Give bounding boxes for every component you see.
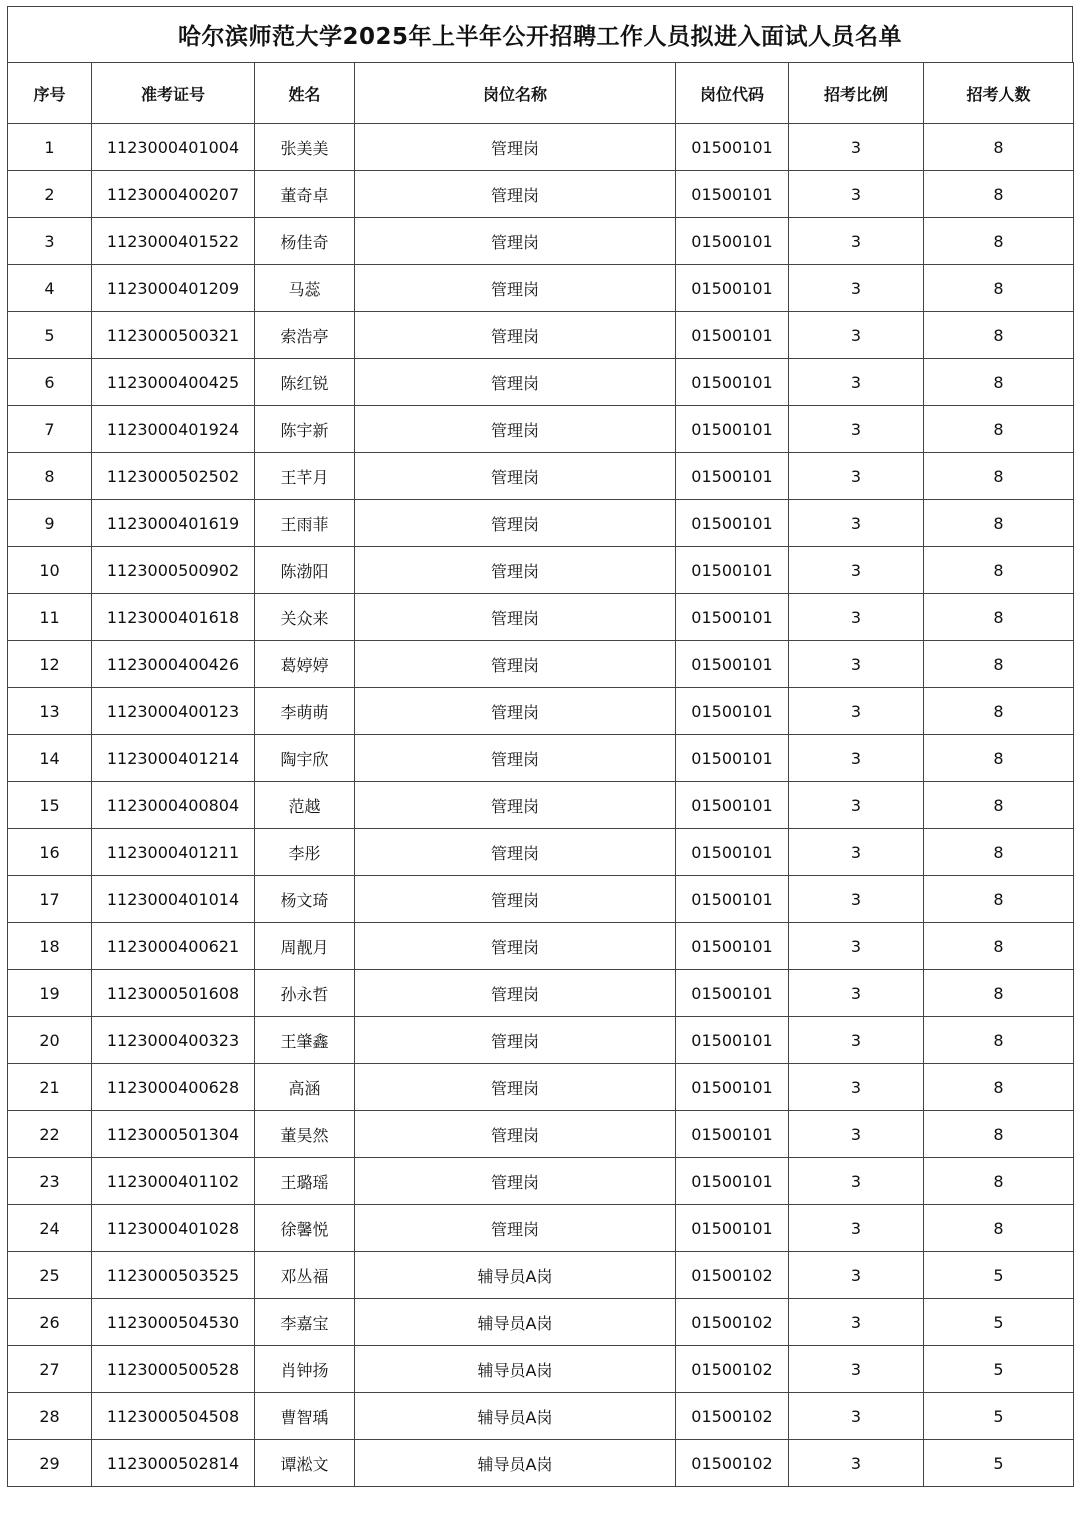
cell-name: 谭淞文: [255, 1440, 355, 1487]
cell-position-code: 01500102: [676, 1393, 789, 1440]
cell-ticket-number: 1123000502502: [92, 453, 255, 500]
cell-name: 徐馨悦: [255, 1205, 355, 1252]
cell-position-name: 管理岗: [355, 406, 676, 453]
cell-index: 26: [8, 1299, 92, 1346]
cell-name: 杨佳奇: [255, 218, 355, 265]
table-row: [8, 1299, 1074, 1346]
cell-ticket-number: 1123000401619: [92, 500, 255, 547]
cell-name: 杨文琦: [255, 876, 355, 923]
cell-name: 孙永哲: [255, 970, 355, 1017]
column-header: 岗位名称: [355, 63, 676, 124]
cell-quota: 8: [924, 124, 1074, 171]
cell-ratio: 3: [789, 124, 924, 171]
table-row: [8, 782, 1074, 829]
cell-position-name: 辅导员A岗: [355, 1346, 676, 1393]
cell-position-code: 01500101: [676, 1111, 789, 1158]
cell-ratio: 3: [789, 265, 924, 312]
cell-quota: 8: [924, 1064, 1074, 1111]
cell-name: 葛婷婷: [255, 641, 355, 688]
cell-name: 范越: [255, 782, 355, 829]
cell-index: 19: [8, 970, 92, 1017]
cell-ticket-number: 1123000400426: [92, 641, 255, 688]
cell-position-name: 管理岗: [355, 1017, 676, 1064]
cell-position-code: 01500101: [676, 359, 789, 406]
cell-position-name: 管理岗: [355, 688, 676, 735]
cell-position-name: 辅导员A岗: [355, 1299, 676, 1346]
cell-quota: 8: [924, 735, 1074, 782]
cell-ratio: 3: [789, 1346, 924, 1393]
table-row: [8, 1064, 1074, 1111]
cell-ratio: 3: [789, 547, 924, 594]
cell-position-name: 管理岗: [355, 923, 676, 970]
cell-index: 27: [8, 1346, 92, 1393]
cell-index: 21: [8, 1064, 92, 1111]
cell-index: 18: [8, 923, 92, 970]
cell-position-name: 管理岗: [355, 312, 676, 359]
cell-quota: 8: [924, 218, 1074, 265]
cell-position-code: 01500101: [676, 970, 789, 1017]
cell-name: 李彤: [255, 829, 355, 876]
cell-position-name: 管理岗: [355, 453, 676, 500]
cell-position-name: 辅导员A岗: [355, 1393, 676, 1440]
cell-index: 9: [8, 500, 92, 547]
cell-ratio: 3: [789, 1393, 924, 1440]
cell-ticket-number: 1123000401102: [92, 1158, 255, 1205]
cell-quota: 8: [924, 876, 1074, 923]
cell-position-code: 01500101: [676, 829, 789, 876]
cell-index: 14: [8, 735, 92, 782]
table-row: [8, 1393, 1074, 1440]
cell-ratio: 3: [789, 1111, 924, 1158]
table-row: [8, 218, 1074, 265]
cell-position-code: 01500101: [676, 735, 789, 782]
cell-position-code: 01500102: [676, 1346, 789, 1393]
cell-ticket-number: 1123000500902: [92, 547, 255, 594]
table-row: [8, 970, 1074, 1017]
cell-position-code: 01500101: [676, 312, 789, 359]
column-header: 招考人数: [924, 63, 1074, 124]
candidate-table: [7, 62, 1074, 1487]
table-row: [8, 1252, 1074, 1299]
cell-index: 5: [8, 312, 92, 359]
cell-index: 20: [8, 1017, 92, 1064]
cell-position-name: 管理岗: [355, 829, 676, 876]
cell-quota: 8: [924, 688, 1074, 735]
cell-ratio: 3: [789, 1205, 924, 1252]
cell-ticket-number: 1123000401924: [92, 406, 255, 453]
cell-ratio: 3: [789, 1158, 924, 1205]
cell-position-code: 01500101: [676, 876, 789, 923]
table-row: [8, 547, 1074, 594]
cell-name: 王璐瑶: [255, 1158, 355, 1205]
cell-index: 11: [8, 594, 92, 641]
cell-index: 4: [8, 265, 92, 312]
cell-ticket-number: 1123000400804: [92, 782, 255, 829]
cell-position-code: 01500101: [676, 1064, 789, 1111]
cell-name: 王雨菲: [255, 500, 355, 547]
cell-ticket-number: 1123000504530: [92, 1299, 255, 1346]
cell-position-code: 01500101: [676, 1205, 789, 1252]
cell-ticket-number: 1123000501608: [92, 970, 255, 1017]
cell-position-name: 管理岗: [355, 171, 676, 218]
cell-index: 10: [8, 547, 92, 594]
cell-name: 陈宇新: [255, 406, 355, 453]
cell-position-code: 01500101: [676, 1017, 789, 1064]
cell-index: 28: [8, 1393, 92, 1440]
cell-position-name: 管理岗: [355, 735, 676, 782]
cell-ticket-number: 1123000401004: [92, 124, 255, 171]
cell-index: 17: [8, 876, 92, 923]
cell-ratio: 3: [789, 1064, 924, 1111]
table-row: [8, 923, 1074, 970]
cell-position-name: 管理岗: [355, 1111, 676, 1158]
cell-ratio: 3: [789, 923, 924, 970]
cell-index: 2: [8, 171, 92, 218]
cell-index: 6: [8, 359, 92, 406]
cell-name: 马蕊: [255, 265, 355, 312]
cell-name: 董奇卓: [255, 171, 355, 218]
cell-position-code: 01500101: [676, 782, 789, 829]
table-body: [8, 124, 1074, 1487]
cell-ratio: 3: [789, 218, 924, 265]
cell-ratio: 3: [789, 829, 924, 876]
cell-ticket-number: 1123000501304: [92, 1111, 255, 1158]
cell-name: 陶宇欣: [255, 735, 355, 782]
table-row: [8, 688, 1074, 735]
cell-name: 邓丛福: [255, 1252, 355, 1299]
cell-name: 王肇鑫: [255, 1017, 355, 1064]
cell-quota: 5: [924, 1299, 1074, 1346]
cell-quota: 8: [924, 547, 1074, 594]
cell-name: 高涵: [255, 1064, 355, 1111]
cell-quota: 8: [924, 171, 1074, 218]
cell-ratio: 3: [789, 594, 924, 641]
cell-position-name: 辅导员A岗: [355, 1252, 676, 1299]
cell-ticket-number: 1123000500528: [92, 1346, 255, 1393]
cell-quota: 8: [924, 923, 1074, 970]
cell-quota: 8: [924, 782, 1074, 829]
cell-position-name: 管理岗: [355, 876, 676, 923]
cell-ticket-number: 1123000401028: [92, 1205, 255, 1252]
cell-quota: 8: [924, 312, 1074, 359]
cell-position-name: 管理岗: [355, 782, 676, 829]
cell-quota: 8: [924, 594, 1074, 641]
cell-index: 1: [8, 124, 92, 171]
cell-position-code: 01500102: [676, 1299, 789, 1346]
table-row: [8, 876, 1074, 923]
cell-quota: 8: [924, 359, 1074, 406]
cell-ratio: 3: [789, 1440, 924, 1487]
cell-quota: 5: [924, 1393, 1074, 1440]
cell-ticket-number: 1123000400621: [92, 923, 255, 970]
cell-ticket-number: 1123000401014: [92, 876, 255, 923]
cell-quota: 8: [924, 406, 1074, 453]
cell-quota: 8: [924, 500, 1074, 547]
cell-ticket-number: 1123000400323: [92, 1017, 255, 1064]
table-row: [8, 594, 1074, 641]
cell-index: 8: [8, 453, 92, 500]
table-row: [8, 829, 1074, 876]
table-row: [8, 312, 1074, 359]
cell-ticket-number: 1123000504508: [92, 1393, 255, 1440]
cell-ratio: 3: [789, 1299, 924, 1346]
cell-position-name: 管理岗: [355, 970, 676, 1017]
cell-position-code: 01500101: [676, 641, 789, 688]
cell-quota: 8: [924, 1158, 1074, 1205]
cell-ratio: 3: [789, 782, 924, 829]
cell-ratio: 3: [789, 1017, 924, 1064]
cell-index: 15: [8, 782, 92, 829]
cell-name: 索浩亭: [255, 312, 355, 359]
cell-ratio: 3: [789, 641, 924, 688]
cell-quota: 8: [924, 1205, 1074, 1252]
cell-position-name: 管理岗: [355, 1158, 676, 1205]
cell-position-code: 01500101: [676, 453, 789, 500]
cell-index: 16: [8, 829, 92, 876]
cell-position-code: 01500101: [676, 547, 789, 594]
cell-quota: 8: [924, 829, 1074, 876]
cell-index: 22: [8, 1111, 92, 1158]
cell-ratio: 3: [789, 876, 924, 923]
cell-position-name: 管理岗: [355, 1205, 676, 1252]
cell-ratio: 3: [789, 312, 924, 359]
table-row: [8, 265, 1074, 312]
cell-index: 12: [8, 641, 92, 688]
cell-ticket-number: 1123000400425: [92, 359, 255, 406]
cell-ticket-number: 1123000400207: [92, 171, 255, 218]
cell-ticket-number: 1123000401618: [92, 594, 255, 641]
cell-quota: 8: [924, 453, 1074, 500]
cell-ticket-number: 1123000401209: [92, 265, 255, 312]
cell-name: 陈红锐: [255, 359, 355, 406]
cell-ratio: 3: [789, 1252, 924, 1299]
cell-quota: 5: [924, 1346, 1074, 1393]
cell-quota: 8: [924, 1017, 1074, 1064]
cell-ratio: 3: [789, 500, 924, 547]
cell-position-code: 01500101: [676, 124, 789, 171]
cell-ratio: 3: [789, 453, 924, 500]
cell-position-code: 01500101: [676, 500, 789, 547]
cell-ratio: 3: [789, 688, 924, 735]
cell-index: 3: [8, 218, 92, 265]
cell-position-name: 管理岗: [355, 265, 676, 312]
cell-name: 肖钟扬: [255, 1346, 355, 1393]
cell-index: 23: [8, 1158, 92, 1205]
cell-ticket-number: 1123000400628: [92, 1064, 255, 1111]
table-row: [8, 735, 1074, 782]
cell-position-code: 01500102: [676, 1252, 789, 1299]
cell-quota: 5: [924, 1440, 1074, 1487]
table-row: [8, 359, 1074, 406]
cell-ticket-number: 1123000502814: [92, 1440, 255, 1487]
cell-ratio: 3: [789, 735, 924, 782]
cell-ratio: 3: [789, 970, 924, 1017]
cell-name: 李萌萌: [255, 688, 355, 735]
table-row: [8, 406, 1074, 453]
table-row: [8, 1346, 1074, 1393]
cell-index: 13: [8, 688, 92, 735]
cell-ticket-number: 1123000500321: [92, 312, 255, 359]
table-row: [8, 1440, 1074, 1487]
cell-name: 关众来: [255, 594, 355, 641]
cell-position-code: 01500101: [676, 265, 789, 312]
column-header: 准考证号: [92, 63, 255, 124]
cell-name: 张美美: [255, 124, 355, 171]
cell-quota: 8: [924, 970, 1074, 1017]
cell-index: 25: [8, 1252, 92, 1299]
cell-quota: 8: [924, 641, 1074, 688]
cell-ticket-number: 1123000503525: [92, 1252, 255, 1299]
column-header: 姓名: [255, 63, 355, 124]
cell-name: 董昊然: [255, 1111, 355, 1158]
cell-index: 7: [8, 406, 92, 453]
cell-position-code: 01500101: [676, 688, 789, 735]
column-header: 岗位代码: [676, 63, 789, 124]
cell-index: 24: [8, 1205, 92, 1252]
cell-quota: 8: [924, 265, 1074, 312]
cell-position-name: 管理岗: [355, 124, 676, 171]
cell-position-code: 01500101: [676, 1158, 789, 1205]
table-row: [8, 171, 1074, 218]
cell-name: 李嘉宝: [255, 1299, 355, 1346]
cell-position-code: 01500102: [676, 1440, 789, 1487]
table-row: [8, 1158, 1074, 1205]
cell-ratio: 3: [789, 359, 924, 406]
cell-position-name: 管理岗: [355, 218, 676, 265]
cell-name: 王芊月: [255, 453, 355, 500]
cell-index: 29: [8, 1440, 92, 1487]
column-header: 招考比例: [789, 63, 924, 124]
table-row: [8, 453, 1074, 500]
cell-position-code: 01500101: [676, 594, 789, 641]
cell-position-code: 01500101: [676, 406, 789, 453]
cell-name: 陈渤阳: [255, 547, 355, 594]
cell-position-code: 01500101: [676, 171, 789, 218]
table-row: [8, 641, 1074, 688]
cell-ticket-number: 1123000401522: [92, 218, 255, 265]
cell-position-name: 管理岗: [355, 547, 676, 594]
table-row: [8, 500, 1074, 547]
cell-position-name: 辅导员A岗: [355, 1440, 676, 1487]
cell-position-name: 管理岗: [355, 359, 676, 406]
cell-position-name: 管理岗: [355, 594, 676, 641]
table-row: [8, 1017, 1074, 1064]
table-row: [8, 124, 1074, 171]
cell-ticket-number: 1123000400123: [92, 688, 255, 735]
document-page: [7, 6, 1073, 1487]
page-title: 哈尔滨师范大学2025年上半年公开招聘工作人员拟进入面试人员名单: [7, 6, 1073, 62]
cell-position-name: 管理岗: [355, 1064, 676, 1111]
table-row: [8, 1111, 1074, 1158]
table-row: [8, 1205, 1074, 1252]
cell-position-name: 管理岗: [355, 500, 676, 547]
cell-name: 曹智瑀: [255, 1393, 355, 1440]
column-header: 序号: [8, 63, 92, 124]
cell-position-code: 01500101: [676, 923, 789, 970]
cell-quota: 5: [924, 1252, 1074, 1299]
cell-ticket-number: 1123000401211: [92, 829, 255, 876]
cell-ratio: 3: [789, 171, 924, 218]
cell-ticket-number: 1123000401214: [92, 735, 255, 782]
cell-position-name: 管理岗: [355, 641, 676, 688]
cell-ratio: 3: [789, 406, 924, 453]
cell-position-code: 01500101: [676, 218, 789, 265]
cell-quota: 8: [924, 1111, 1074, 1158]
table-header-row: [8, 63, 1074, 124]
cell-name: 周靓月: [255, 923, 355, 970]
